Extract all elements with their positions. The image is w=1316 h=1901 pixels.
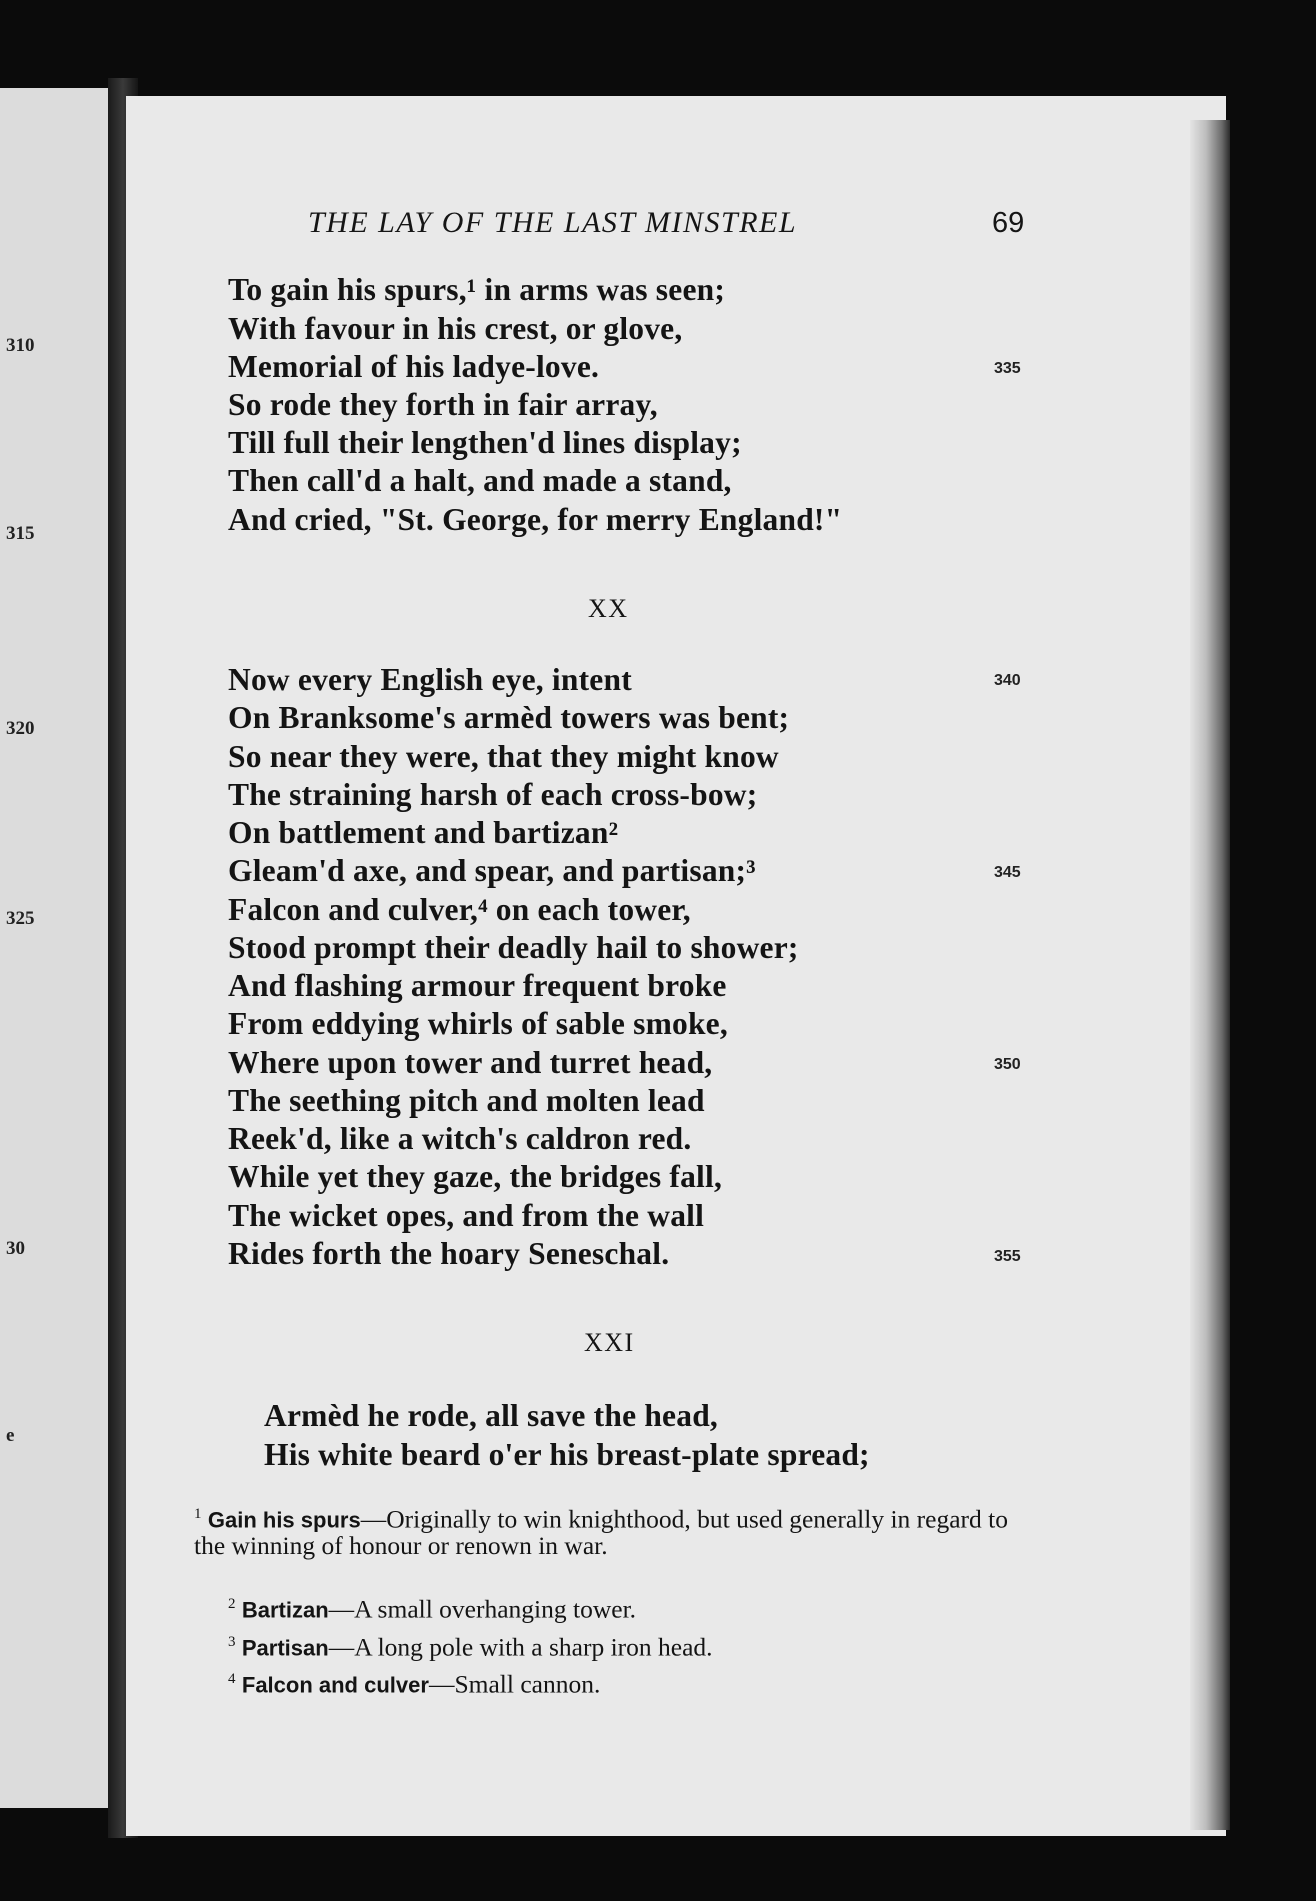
poem-line: Reek'd, like a witch's caldron red. [228, 1121, 692, 1156]
line-number: 345 [994, 864, 1021, 881]
footnote-mark: 2 [228, 1596, 236, 1612]
prev-line-number: 320 [6, 718, 35, 739]
prev-line-number: 315 [6, 523, 35, 544]
stanza-heading: XXI [584, 1328, 635, 1357]
line-number: 340 [994, 672, 1021, 689]
footnote-text: —A small overhanging tower. [328, 1594, 637, 1624]
poem-line: Armèd he rode, all save the head, [264, 1398, 718, 1433]
poem-line: Memorial of his ladye-love. [228, 349, 600, 384]
poem-line: Then call'd a halt, and made a stand, [228, 463, 732, 498]
poem-line: Where upon tower and turret head, [228, 1045, 713, 1080]
footnote [194, 1502, 1034, 1558]
page-edge-shadow [1190, 120, 1230, 1830]
poem-line: The wicket opes, and from the wall [228, 1198, 705, 1233]
poem-line: And flashing armour frequent broke [228, 968, 727, 1003]
footnote-mark: 4 [228, 1671, 236, 1687]
poem-line: His white beard o'er his breast-plate spread; [264, 1437, 870, 1472]
footnote-text: —A long pole with a sharp iron head. [328, 1632, 713, 1662]
poem-line: With favour in his crest, or glove, [228, 311, 683, 346]
poem-line: While yet they gaze, the bridges fall, [228, 1159, 723, 1194]
footnote [228, 1667, 1068, 1698]
running-title: THE LAY OF THE LAST MINSTREL [308, 206, 798, 239]
footnote-text: —Small cannon. [428, 1669, 601, 1699]
poem-line: Now every English eye, intent [228, 662, 632, 697]
poem-line: So near they were, that they might know [228, 739, 779, 774]
line-number: 350 [994, 1056, 1021, 1073]
footnote-term: Falcon and culver [241, 1672, 429, 1698]
poem-line: Rides forth the hoary Seneschal. [228, 1236, 670, 1271]
footnote-term: Partisan [241, 1635, 329, 1661]
footnote-term: Gain his spurs [207, 1507, 361, 1533]
line-number: 335 [994, 360, 1021, 377]
stanza-heading: XX [588, 594, 629, 623]
poem-line: Stood prompt their deadly hail to shower; [228, 930, 799, 965]
footnote-mark: 3 [228, 1634, 236, 1650]
poem-line: To gain his spurs,¹ in arms was seen; [228, 272, 726, 307]
footnote [228, 1592, 1068, 1623]
prev-line-number: 310 [6, 335, 35, 356]
poem-line: Till full their lengthen'd lines display; [228, 425, 742, 460]
poem-line: And cried, "St. George, for merry England!" [228, 502, 843, 537]
poem-line: On Branksome's armèd towers was bent; [228, 700, 790, 735]
poem-line: Falcon and culver,⁴ on each tower, [228, 892, 691, 927]
page-number: 69 [992, 207, 1025, 239]
footnote-term: Bartizan [241, 1597, 329, 1623]
prev-line-number: 325 [6, 908, 35, 929]
poem-line: Gleam'd axe, and spear, and partisan;³ [228, 853, 756, 888]
footnote-mark: 1 [194, 1506, 202, 1522]
line-number: 355 [994, 1248, 1021, 1265]
poem-line: On battlement and bartizan² [228, 815, 619, 850]
poem-line: So rode they forth in fair array, [228, 387, 658, 422]
prev-line-number: 30 [6, 1238, 25, 1259]
footnote-text: —Originally to win knighthood, but used generally in regard to the winning of honour or renown in war. [194, 1504, 1009, 1560]
previous-page-edge [0, 88, 108, 1808]
prev-line-number: e [6, 1425, 15, 1446]
poem-line: From eddying whirls of sable smoke, [228, 1006, 728, 1041]
poem-line: The straining harsh of each cross-bow; [228, 777, 758, 812]
footnote [228, 1630, 1068, 1661]
poem-line: The seething pitch and molten lead [228, 1083, 705, 1118]
